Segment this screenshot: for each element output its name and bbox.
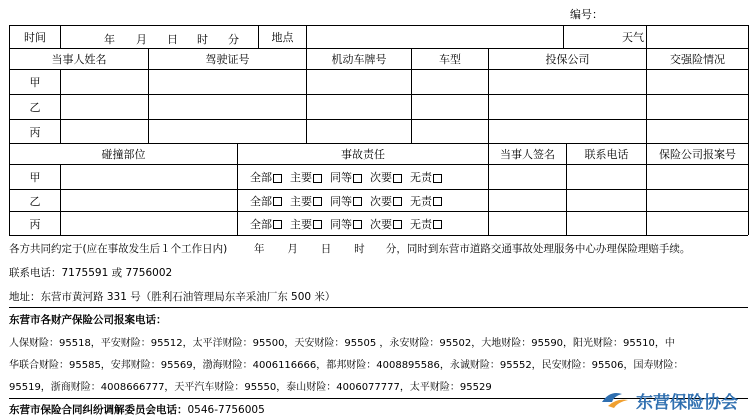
checkbox-icon [433,220,442,229]
checkbox-icon [353,174,362,183]
agreement-text: 各方共同约定于(应在事故发生后１个工作日内) 年 月 日 时 分，同时到东营市道路交通事故处理服务中心办理保险理赔手续。 [9,243,691,255]
minute-label: 分 [228,33,239,46]
address: 地址：东营市黄河路 331 号（胜利石油管理局东辛采油厂东 500 米） [9,291,336,303]
header-phone: 联系电话 [584,148,629,161]
liability-equal-c[interactable]: 同等 [330,216,365,232]
liability-none-b[interactable]: 无责 [410,193,445,209]
place-field[interactable] [307,26,563,48]
weather-field[interactable] [647,26,748,48]
header-party-name: 当事人姓名 [51,53,107,66]
day-label: 日 [167,33,178,46]
checkbox-icon [313,220,322,229]
insurer-title: 东营市各财产保险公司报案电话： [9,314,167,326]
liability-options-b [250,190,450,211]
liability-equal-b[interactable]: 同等 [330,193,365,209]
header-vehicle-type: 车型 [439,53,461,66]
logo-text: 东营保险协会 [636,392,738,413]
header-insurer: 投保公司 [545,53,590,66]
checkbox-icon [433,197,442,206]
checkbox-icon [353,220,362,229]
insurer-line-2: 华联合财险：95585，安邦财险：95569，渤海财险：4006116666，都邦财险：4008895586，永诚财险：95552，民安财险：95506，国寿财险： [9,360,684,371]
header-plate-no: 机动车牌号 [331,53,387,66]
liability-none-a[interactable]: 无责 [410,169,445,185]
checkbox-icon [433,174,442,183]
weather-label: 天气 [622,31,644,44]
party-row-b-label: 乙 [29,101,41,114]
checkbox-icon [393,220,402,229]
checkbox-icon [273,174,282,183]
collision-row-b-label: 乙 [29,194,41,208]
insurance-association-logo [600,385,750,415]
header-liability: 事故责任 [341,148,385,161]
mediation-line: 东营市保险合同纠纷调解委员会电话：0546-7756005 [9,404,265,416]
party-row-a-label: 甲 [29,76,41,89]
insurer-line-1: 人保财险：95518，平安财险：95512，太平洋财险：95500，天安财险：95505 ，永安财险：95502，大地财险：95590，阳光财险：95510，中 [9,338,675,349]
header-signature: 当事人签名 [500,148,555,161]
insurer-line-3: 95519，浙商财险：4008666777，天平汽车财险：95550，泰山财险：4006077777，太平财险：95529 [9,382,492,393]
month-label: 月 [136,33,147,46]
header-claim-no: 保险公司报案号 [659,148,736,161]
checkbox-icon [273,197,282,206]
liability-all-c[interactable]: 全部 [250,216,285,232]
liability-major-a[interactable]: 主要 [290,169,325,185]
liability-options-a [250,165,450,189]
liability-equal-a[interactable]: 同等 [330,169,365,185]
collision-row-a-label: 甲 [29,171,41,184]
year-label: 年 [104,33,115,46]
header-collision-part: 碰撞部位 [101,148,146,161]
liability-major-b[interactable]: 主要 [290,193,325,209]
collision-row-c-label: 丙 [29,217,41,231]
header-compulsory-insurance: 交强险情况 [670,53,725,66]
bird-logo-icon [600,388,630,412]
checkbox-icon [313,197,322,206]
liability-minor-a[interactable]: 次要 [370,169,405,185]
liability-major-c[interactable]: 主要 [290,216,325,232]
place-label: 地点 [271,31,294,44]
liability-options-c [250,212,450,235]
header-license-no: 驾驶证号 [205,53,250,66]
liability-minor-b[interactable]: 次要 [370,193,405,209]
serial-number-label: 编号： [570,8,603,21]
liability-all-a[interactable]: 全部 [250,169,285,185]
checkbox-icon [273,220,282,229]
liability-none-c[interactable]: 无责 [410,216,445,232]
liability-all-b[interactable]: 全部 [250,193,285,209]
hour-label: 时 [197,33,208,46]
party-row-c-label: 丙 [29,125,41,139]
checkbox-icon [393,174,402,183]
liability-minor-c[interactable]: 次要 [370,216,405,232]
checkbox-icon [353,197,362,206]
contact-phone: 联系电话：7175591 或 7756002 [9,267,173,279]
checkbox-icon [393,197,402,206]
checkbox-icon [313,174,322,183]
time-label: 时间 [24,31,46,44]
